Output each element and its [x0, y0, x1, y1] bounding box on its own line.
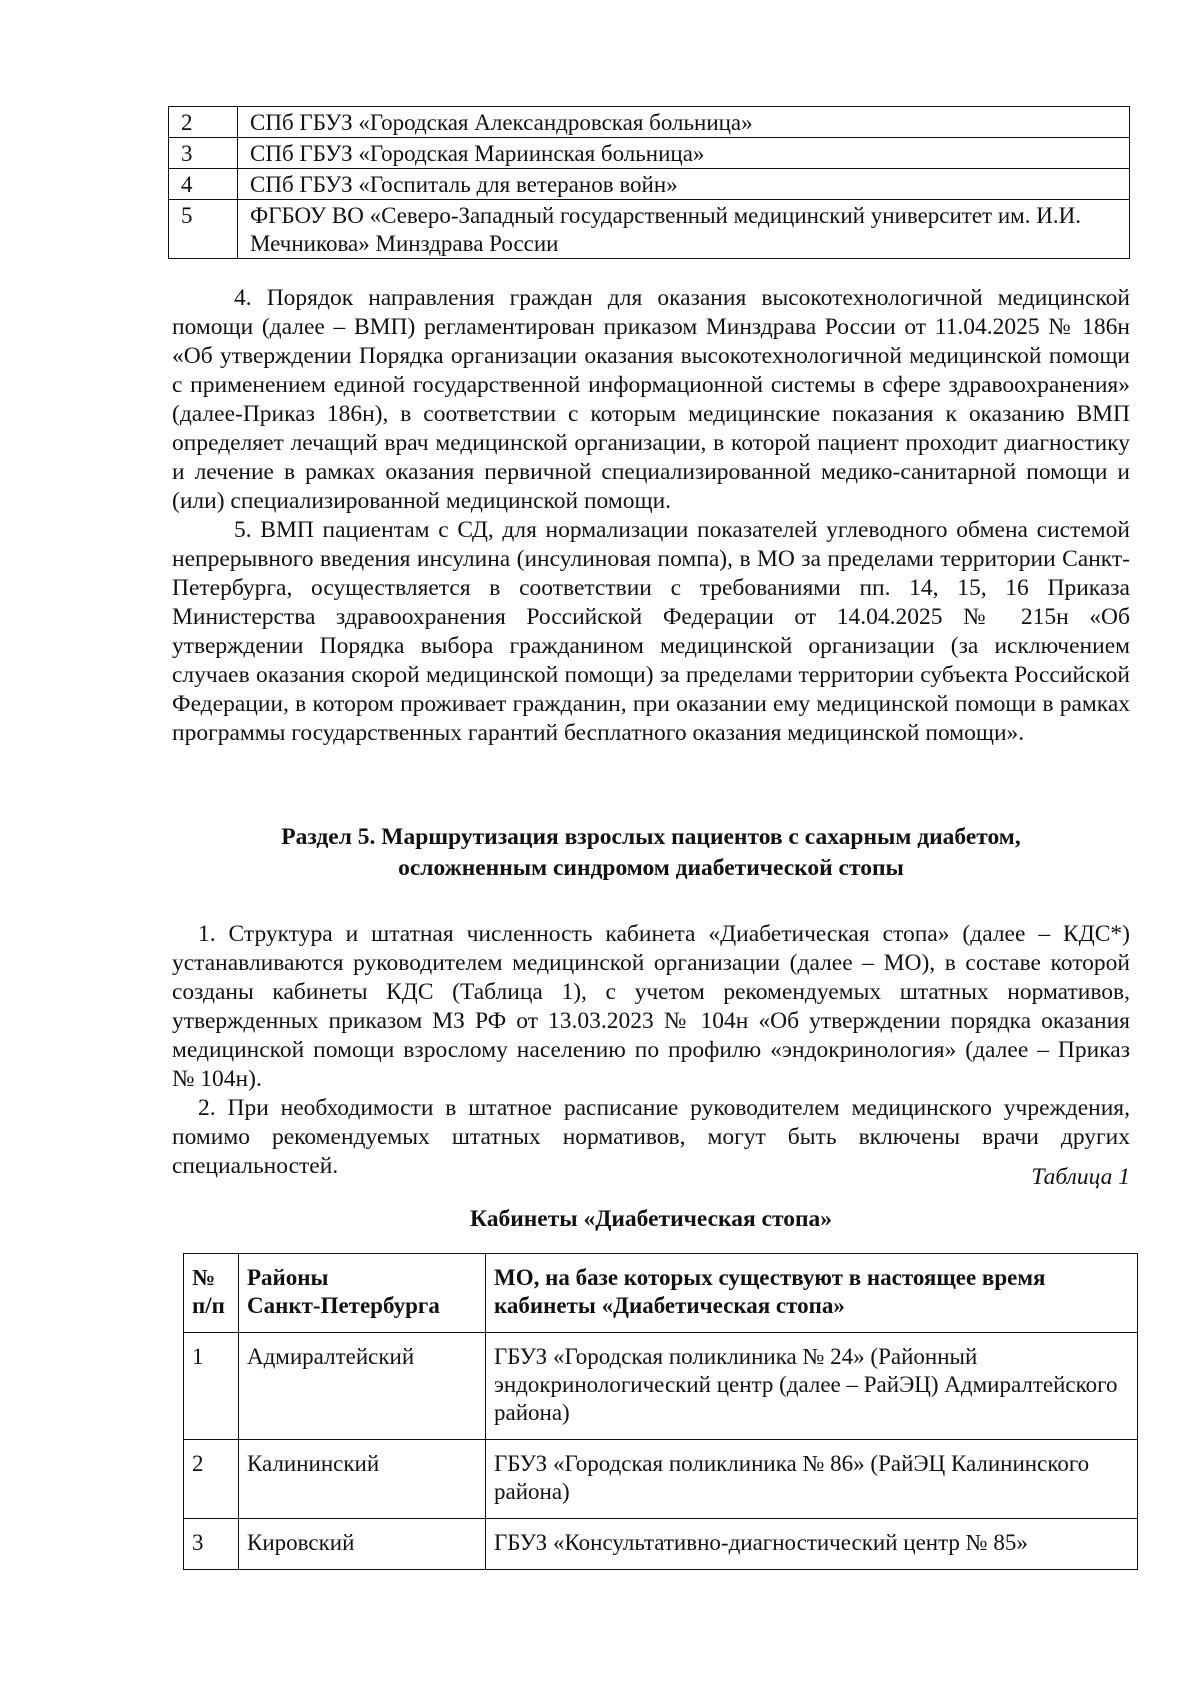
- section-title-line-1: Раздел 5. Маршрутизация взрослых пациентов с сахарным диабетом,: [281, 824, 1021, 850]
- table-row: [169, 107, 1130, 138]
- header-number-line-2: п/п: [192, 1293, 225, 1318]
- row-number: 2: [169, 107, 238, 138]
- row-district: Кировский: [239, 1519, 486, 1570]
- table-header-row: [184, 1254, 1138, 1333]
- row-district: Калининский: [239, 1440, 486, 1519]
- table-row: [184, 1440, 1138, 1519]
- paragraphs-block-1: [172, 284, 1130, 748]
- paragraph-5: 5. ВМП пациентам с СД, для нормализации показателей углеводного обмена системой непрерывного введения инсулина (инсулиновая помпа), в МО за пределами территории Санкт-Петербурга, осуществляется в соответствии с требованиями пп. 14, 15, 16 Приказа Министерства здравоохранения Российской Федерации от 14.04.2025 № 215н «Об утверждении Порядка выбора гражданином медицинской организации (за исключением случаев оказания скорой медицинской помощи) за пределами территории субъекта Российской Федерации, в котором проживает гражданин, при оказании ему медицинской помощи в рамках программы государственных гарантий бесплатного оказания медицинской помощи».: [172, 517, 1130, 746]
- row-number: 5: [169, 200, 238, 259]
- header-district-line-1: Районы: [247, 1265, 329, 1290]
- header-mo: МО, на базе которых существуют в настоящее время кабинеты «Диабетическая стопа»: [486, 1254, 1138, 1333]
- paragraph-s1: 1. Структура и штатная численность кабинета «Диабетическая стопа» (далее – КДС*) устанавливаются руководителем медицинской организации (далее – МО), в составе которой созданы кабинеты КДС (Таблица 1), с учетом рекомендуемых штатных нормативов, утвержденных приказом МЗ РФ от 13.03.2023 № 104н «Об утверждении порядка оказания медицинской помощи взрослому населению по профилю «эндокринология» (далее – Приказ № 104н).: [172, 921, 1130, 1092]
- paragraph-4: 4. Порядок направления граждан для оказания высокотехнологичной медицинской помощи (далее – ВМП) регламентирован приказом Минздрава России от 11.04.2025 № 186н «Об утверждении Порядка организации оказания высокотехнологичной медицинской помощи с применением единой государственной информационной системы в сфере здравоохранения» (далее-Приказ 186н), в соответствии с которым медицинские показания к оказанию ВМП определяет лечащий врач медицинской организации, в которой пациент проходит диагностику и лечение в рамках оказания первичной специализированной медико-санитарной помощи и (или) специализированной медицинской помощи.: [172, 285, 1130, 514]
- paragraph-s2: 2. При необходимости в штатное расписание руководителем медицинского учреждения, помимо рекомендуемых штатных нормативов, могут быть включены врачи других специальностей.: [172, 1095, 1130, 1179]
- row-mo: ГБУЗ «Консультативно-диагностический центр № 85»: [486, 1519, 1138, 1570]
- row-number: 3: [169, 138, 238, 169]
- table-row: [169, 169, 1130, 200]
- row-name: СПб ГБУЗ «Госпиталь для ветеранов войн»: [238, 169, 1130, 200]
- header-district: [239, 1254, 486, 1333]
- row-number: 2: [184, 1440, 239, 1519]
- row-name: СПб ГБУЗ «Городская Мариинская больница»: [238, 138, 1130, 169]
- table-title: Кабинеты «Диабетическая стопа»: [469, 1206, 833, 1232]
- table-row: [169, 138, 1130, 169]
- diabetic-foot-table: [183, 1253, 1138, 1570]
- mo-list-table: [168, 106, 1130, 259]
- section-title-line-2: осложненным синдромом диабетической стопы: [398, 855, 904, 881]
- row-district: Адмиралтейский: [239, 1333, 486, 1440]
- paragraphs-block-2: [172, 920, 1130, 1181]
- row-mo: ГБУЗ «Городская поликлиника № 86» (РайЭЦ Калининского района): [486, 1440, 1138, 1519]
- section-title: [172, 822, 1130, 884]
- header-district-line-2: Санкт-Петербурга: [247, 1293, 440, 1318]
- table-row: [169, 200, 1130, 259]
- row-number: 3: [184, 1519, 239, 1570]
- row-mo: ГБУЗ «Городская поликлиника № 24» (Районный эндокринологический центр (далее – РайЭЦ) Адмиралтейского района): [486, 1333, 1138, 1440]
- header-number: [184, 1254, 239, 1333]
- row-number: 4: [169, 169, 238, 200]
- table-label: Таблица 1: [1031, 1164, 1130, 1190]
- header-number-line-1: №: [192, 1265, 216, 1290]
- row-name: ФГБОУ ВО «Северо-Западный государственный медицинский университет им. И.И. Мечникова» Минздрава России: [238, 200, 1130, 259]
- table-row: [184, 1333, 1138, 1440]
- row-name: СПб ГБУЗ «Городская Александровская больница»: [238, 107, 1130, 138]
- row-number: 1: [184, 1333, 239, 1440]
- table-row: [184, 1519, 1138, 1570]
